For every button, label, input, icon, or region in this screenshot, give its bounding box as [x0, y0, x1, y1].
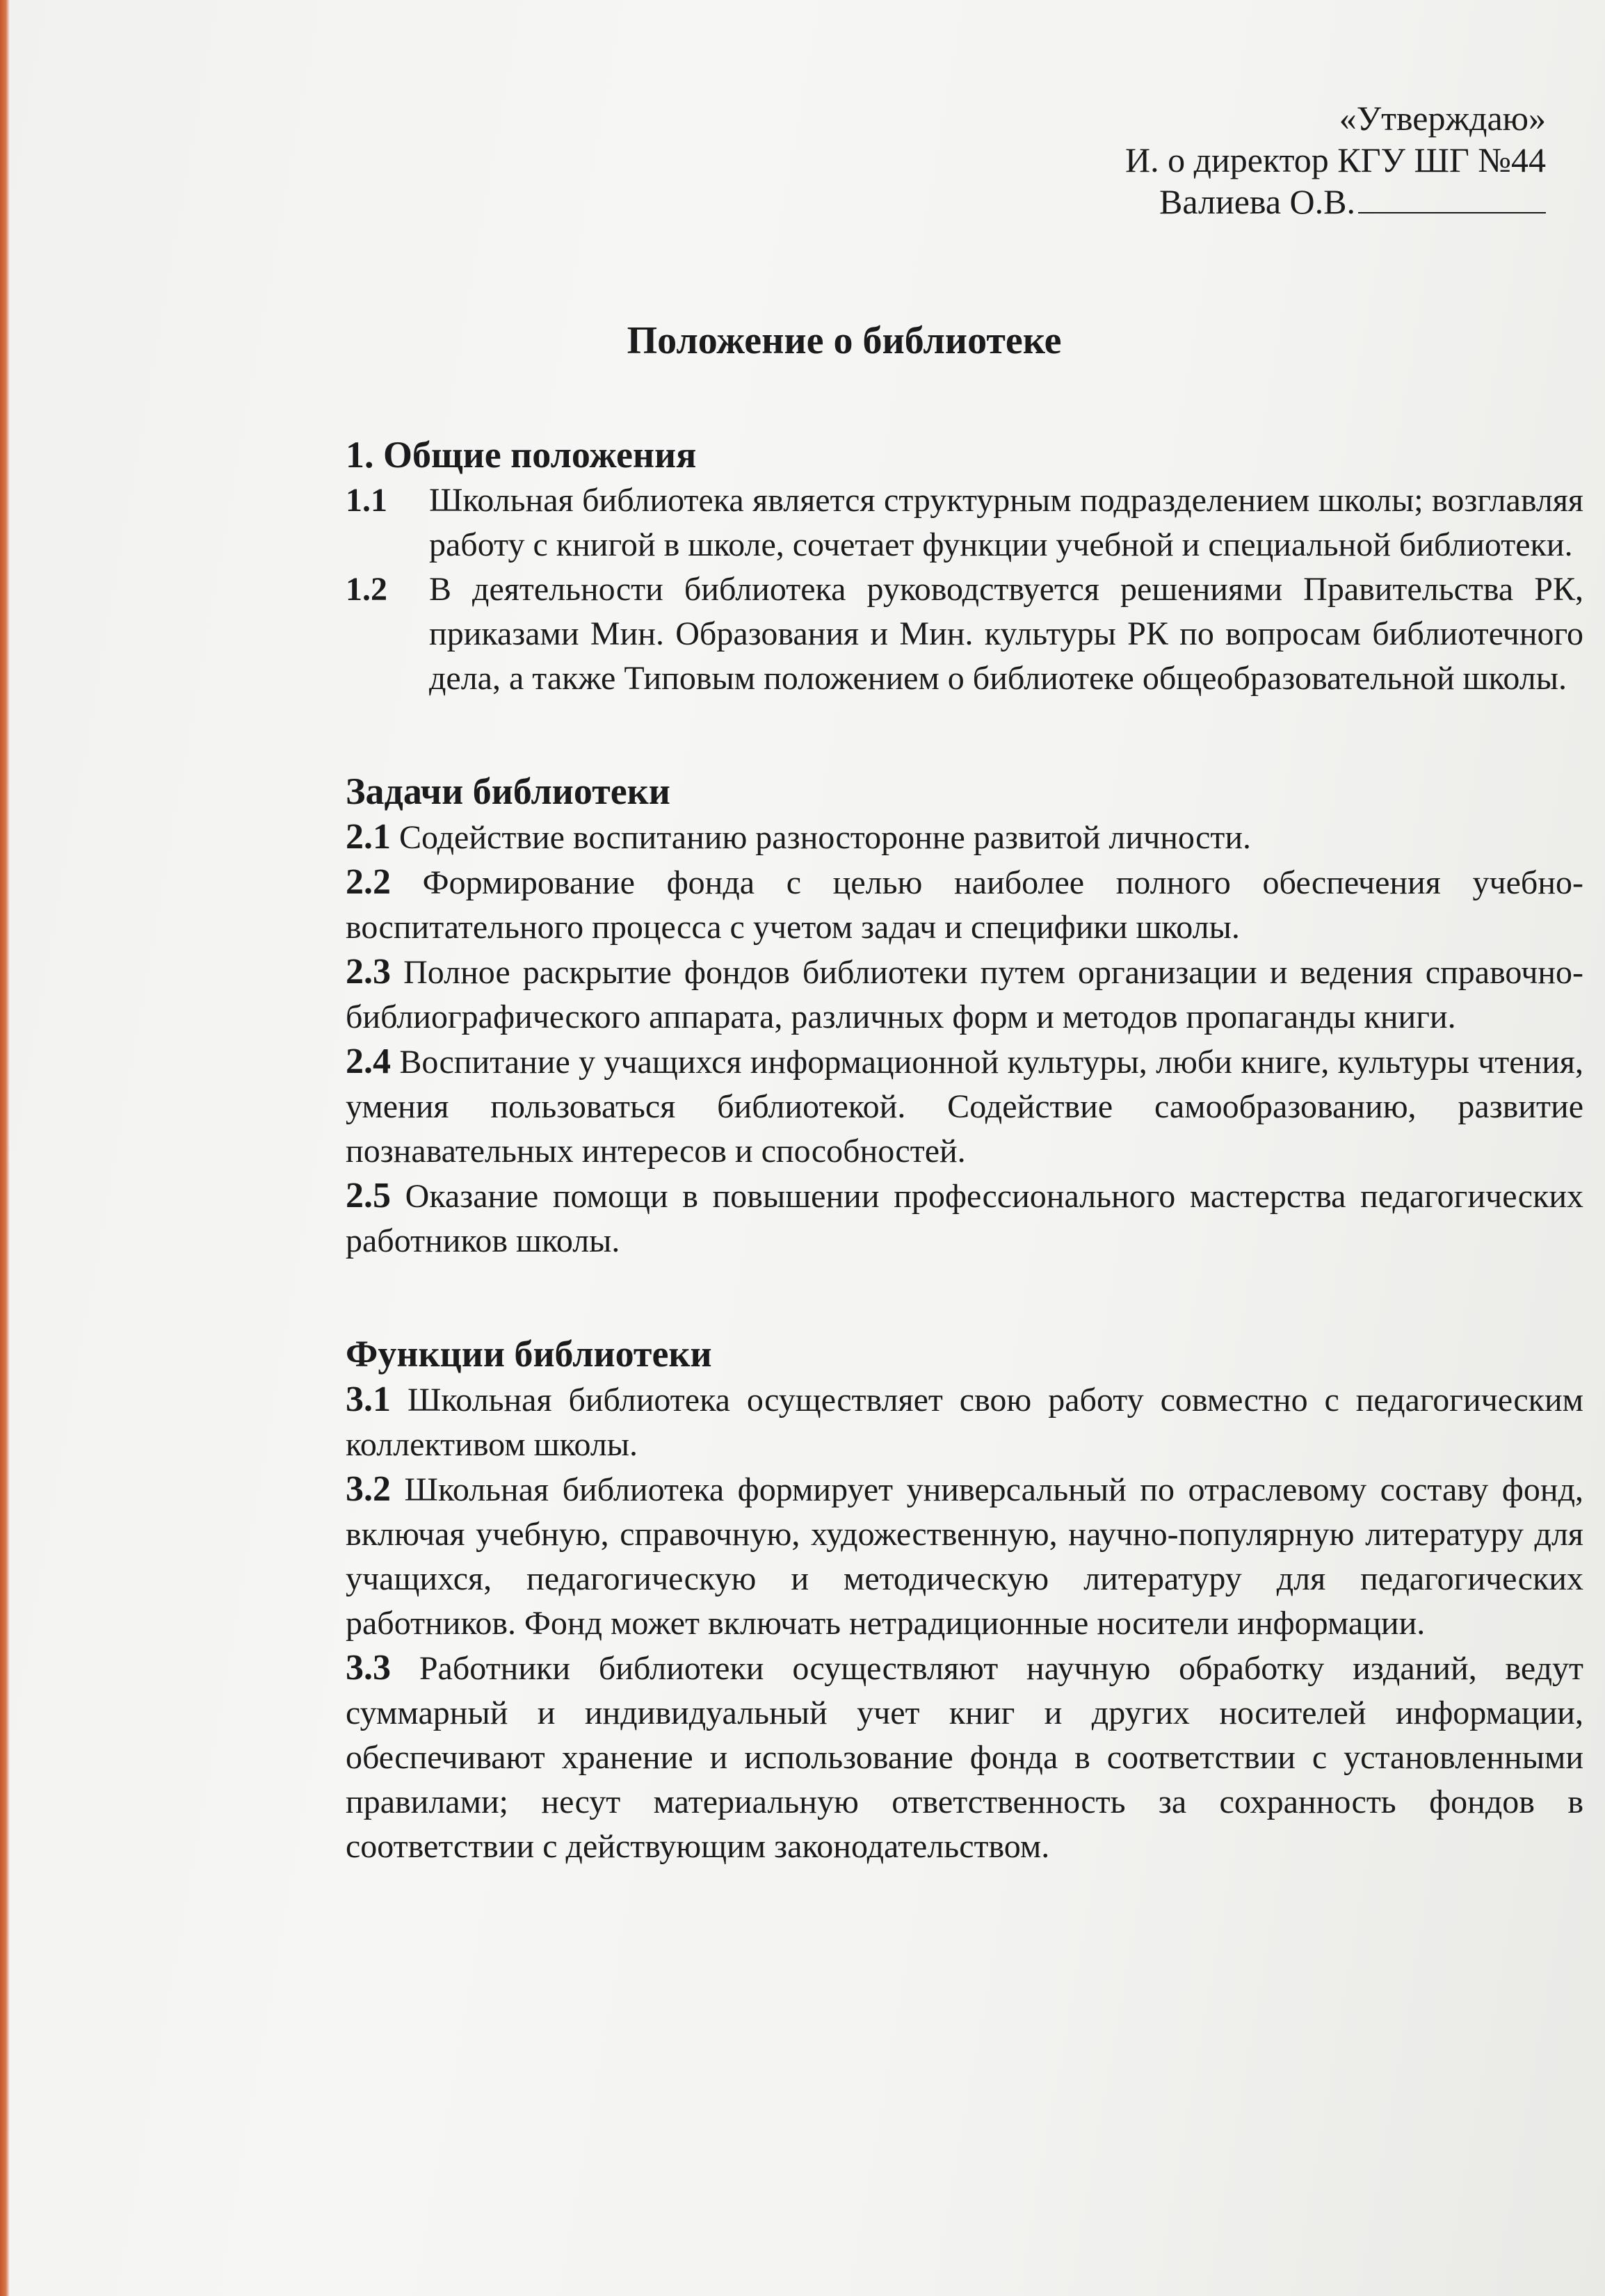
clause-number: 1.2 [346, 571, 387, 608]
clause-2-1 [346, 815, 1583, 860]
clause-2-4 [346, 1040, 1583, 1174]
clause-number: 3.3 [346, 1648, 391, 1688]
clause-number: 2.1 [346, 817, 391, 857]
clause-2-3 [346, 950, 1583, 1040]
clause-3-2 [346, 1467, 1583, 1646]
section-heading-functions: Функции библиотеки [346, 1333, 712, 1375]
clause-2-2 [346, 860, 1583, 950]
clause-text: В деятельности библиотека руководствуется решениями Правительства РК, приказами Мин. Образования и Мин. культуры РК по вопросам библиотечного дела, а также Типовым положением о библиотеке общеобразовательной школы. [429, 571, 1583, 697]
clause-number: 3.1 [346, 1380, 391, 1419]
clause-number: 1.1 [346, 482, 387, 519]
clause-number: 2.2 [346, 862, 391, 902]
clause-number: 3.2 [346, 1469, 391, 1509]
clause-3-1 [346, 1377, 1583, 1467]
approval-name: Валиева О.В. [1159, 182, 1355, 221]
clause-text: Полное раскрытие фондов библиотеки путем организации и ведения справочно-библиографического аппарата, различных форм и методов пропаганды книги. [346, 954, 1584, 1035]
document-body [346, 431, 1583, 1869]
section-heading-general: 1. Общие положения [346, 434, 697, 476]
approval-signature-line [1125, 181, 1546, 223]
clause-number: 2.3 [346, 952, 391, 992]
section-heading-tasks: Задачи библиотеки [346, 770, 670, 812]
clause-text: Воспитание у учащихся информационной культуры, люби книге, культуры чтения, умения пользоваться библиотекой. Содействие самообразованию, развитие познавательных интересов и способностей. [346, 1044, 1584, 1170]
clause-1-2 [346, 567, 1583, 701]
clause-number: 2.4 [346, 1042, 391, 1081]
approval-block [1125, 97, 1546, 223]
approval-position: И. о директор КГУ ШГ №44 [1124, 140, 1546, 179]
clause-text: Содействие воспитанию разносторонне развитой личности. [399, 819, 1252, 856]
signature-blank [1358, 181, 1546, 213]
clause-text: Формирование фонда с целью наиболее полного обеспечения учебно- воспитательного процесса с учетом задач и специфики школы. [346, 864, 1584, 946]
document-title: Положение о библиотеке [627, 319, 1062, 362]
approval-label: «Утверждаю» [1339, 99, 1546, 138]
clause-1-1 [346, 478, 1583, 567]
clause-text: Работники библиотеки осуществляют научную обработку изданий, ведут суммарный и индивидуальный учет книг и других носителей информации, обеспечивают хранение и использование фонда в соответствии с установленными правилами; несут материальную ответственность за сохранность фондов в соответствии с действующим законодательством. [346, 1650, 1584, 1865]
clause-text: Оказание помощи в повышении профессионального мастерства педагогических работников школы. [346, 1178, 1584, 1259]
clause-text: Школьная библиотека является структурным подразделением школы; возглавляя работу с книгой в школе, сочетает функции учебной и специальной библиотеки. [429, 482, 1583, 563]
clause-2-5 [346, 1174, 1583, 1263]
clause-text: Школьная библиотека осуществляет свою работу совместно с педагогическим коллективом школы. [346, 1382, 1584, 1463]
clause-3-3 [346, 1646, 1583, 1869]
clause-text: Школьная библиотека формирует универсальный по отраслевому составу фонд, включая учебную, справочную, художественную, научно-популярную литературу для учащихся, педагогическую и методическую литературу для педагогических работников. Фонд может включать нетрадиционные носители информации. [346, 1471, 1583, 1642]
clause-number: 2.5 [346, 1176, 391, 1215]
